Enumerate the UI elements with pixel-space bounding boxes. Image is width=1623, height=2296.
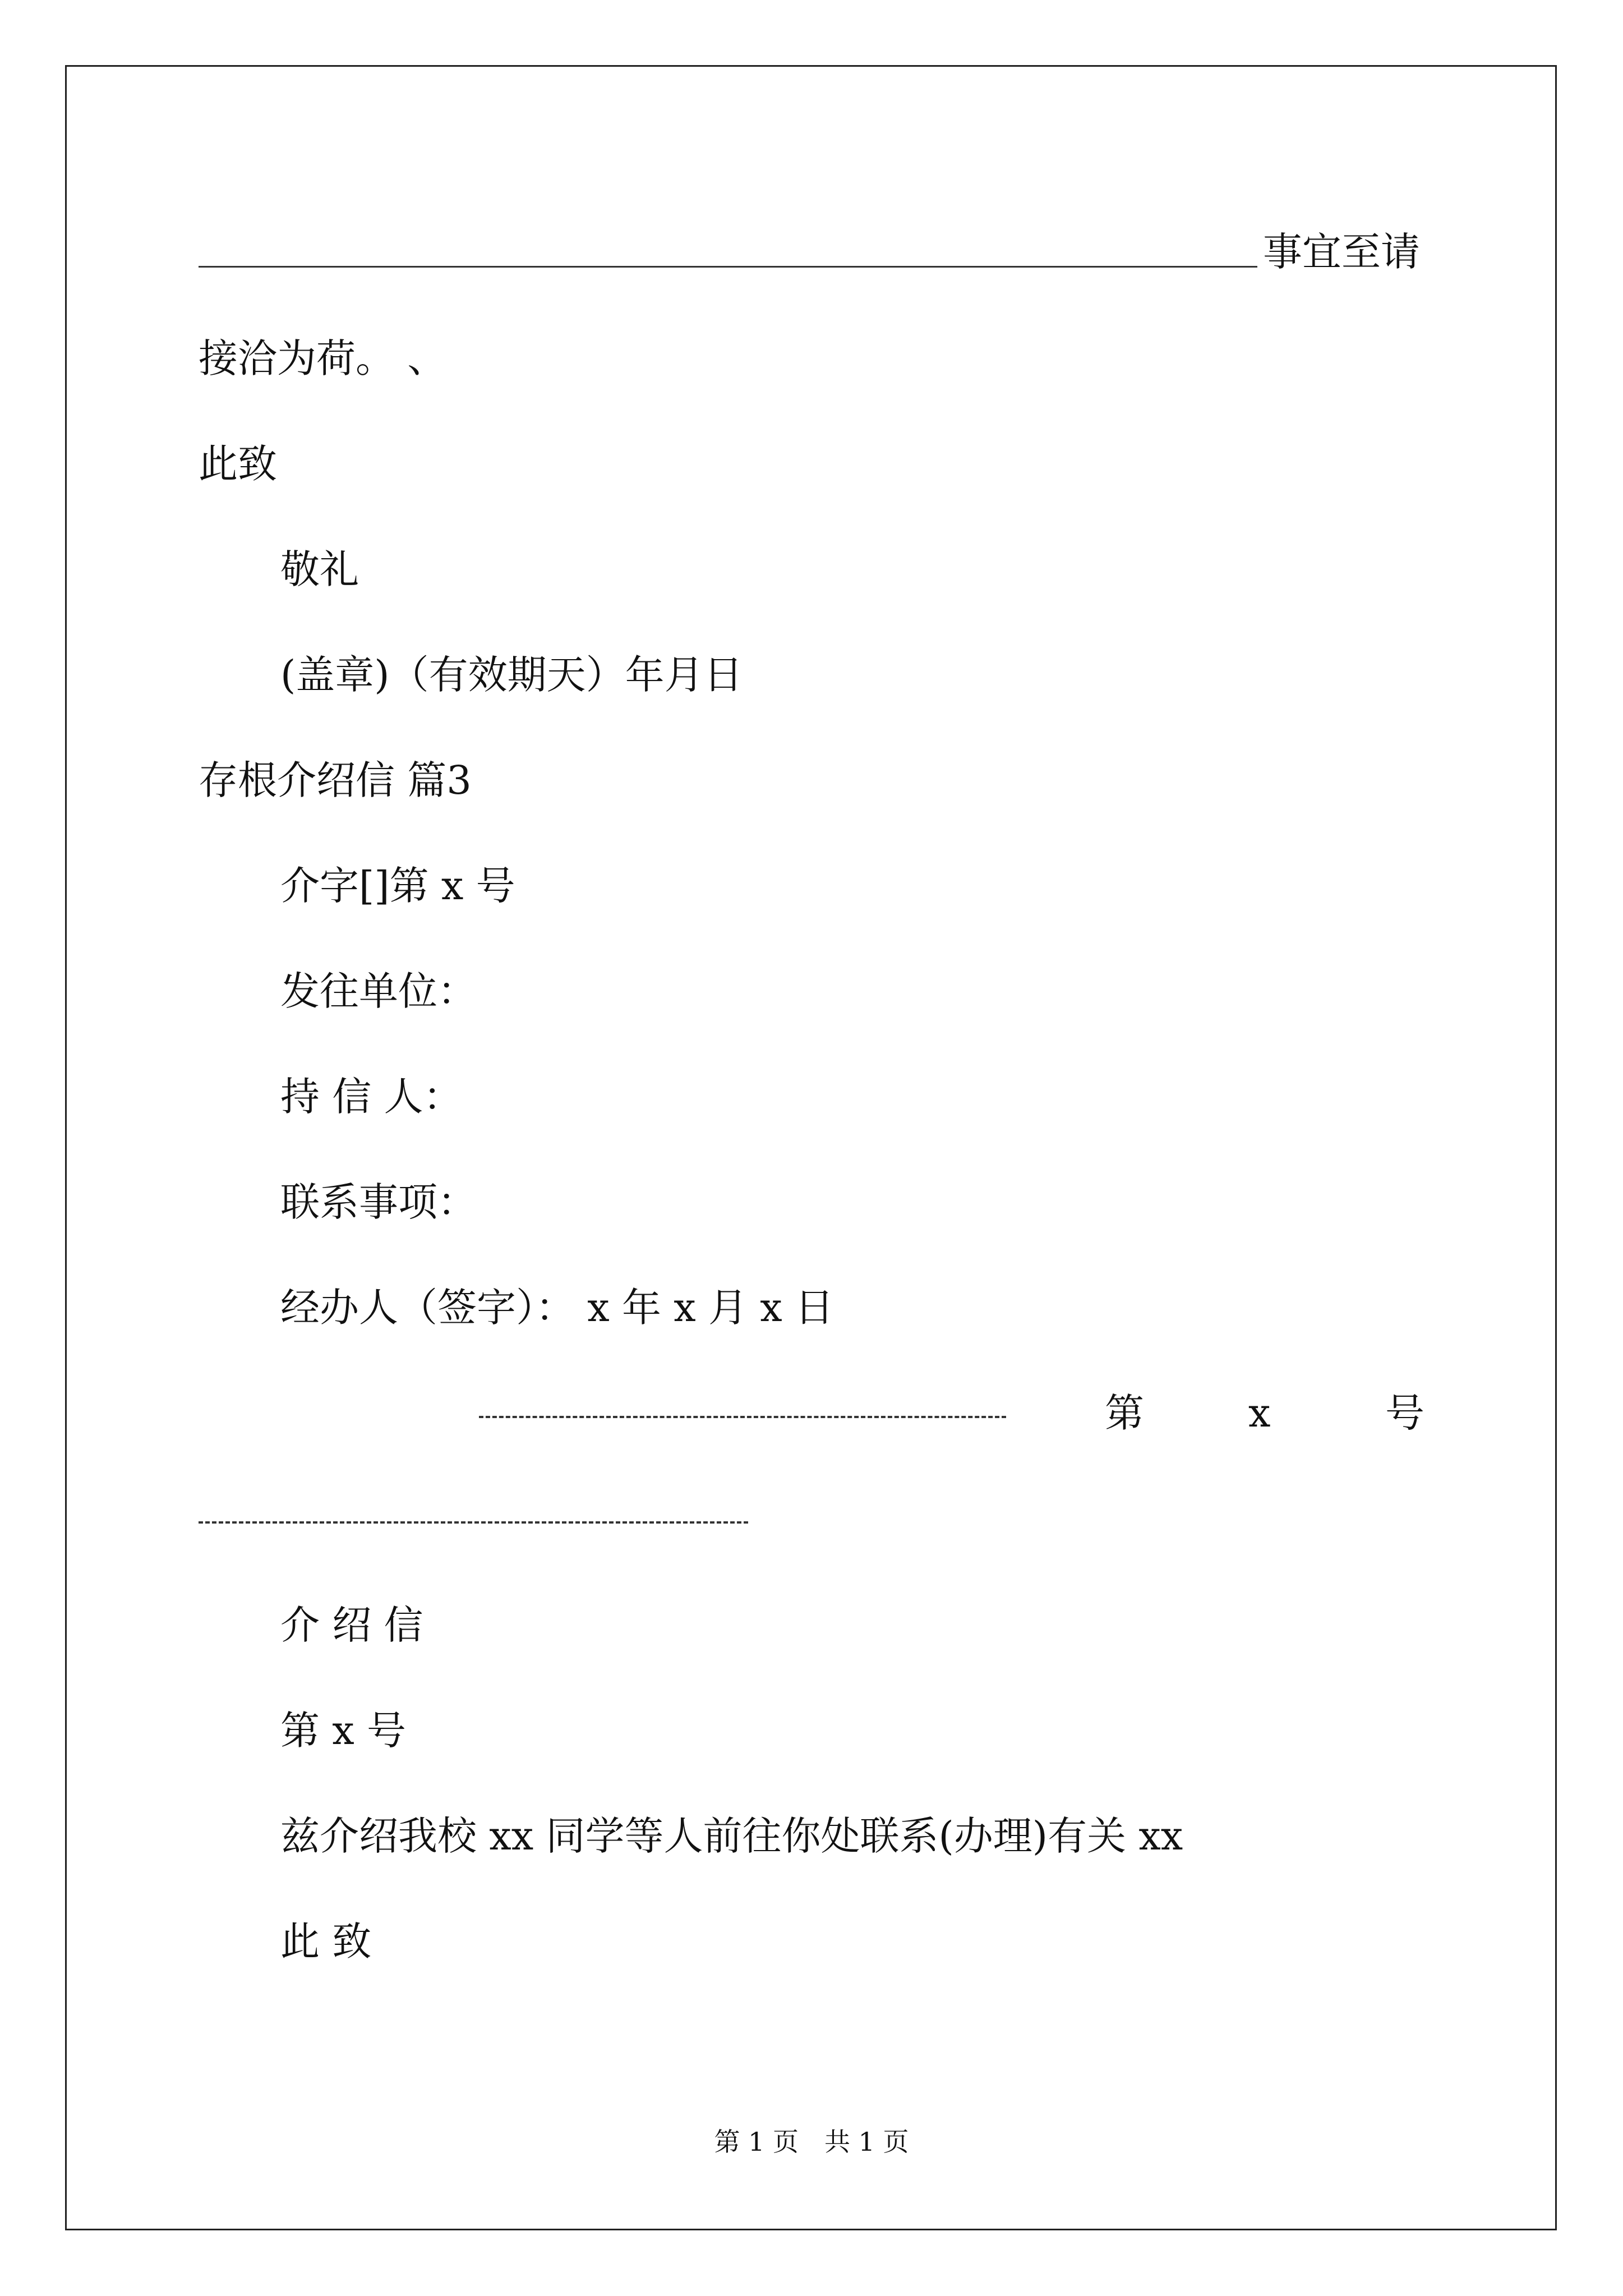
separator-dash-left	[479, 1416, 1006, 1418]
letter-title: 介 绍 信	[280, 1602, 423, 1648]
page-footer: 第 1 页 共 1 页	[714, 2127, 909, 2157]
letter-body: 兹介绍我校 xx 同学等人前往你处联系(办理)有关 xx	[280, 1813, 1183, 1859]
line-matters-tail: 事宜至请	[1263, 229, 1420, 275]
page-border	[65, 65, 1557, 2230]
stub-number-line: 介字[]第 x 号	[280, 863, 515, 909]
stub-handler-line: 经办人（签字）： x 年 x 月 x 日	[280, 1285, 834, 1331]
letter-closing: 此 致	[280, 1918, 372, 1964]
separator-x: x	[1248, 1390, 1271, 1436]
separator-hao: 号	[1385, 1390, 1424, 1436]
separator-dash-bottom	[199, 1521, 748, 1524]
separator-di: 第	[1105, 1390, 1144, 1436]
stub-destination-label: 发往单位：	[280, 968, 477, 1014]
section-heading: 存根介绍信 篇3	[199, 757, 472, 803]
stub-matter-label: 联系事项：	[280, 1179, 477, 1225]
salutation-jingli: 敬礼	[280, 546, 359, 592]
stub-holder-label: 持 信 人：	[280, 1074, 463, 1120]
seal-validity-date: (盖章)（有效期天）年月日	[280, 652, 743, 698]
letter-number: 第 x 号	[280, 1708, 406, 1754]
blank-underline	[199, 266, 1257, 268]
salutation-cizhi: 此致	[199, 441, 277, 487]
line-closing-request: 接洽为荷。 、	[199, 335, 447, 381]
